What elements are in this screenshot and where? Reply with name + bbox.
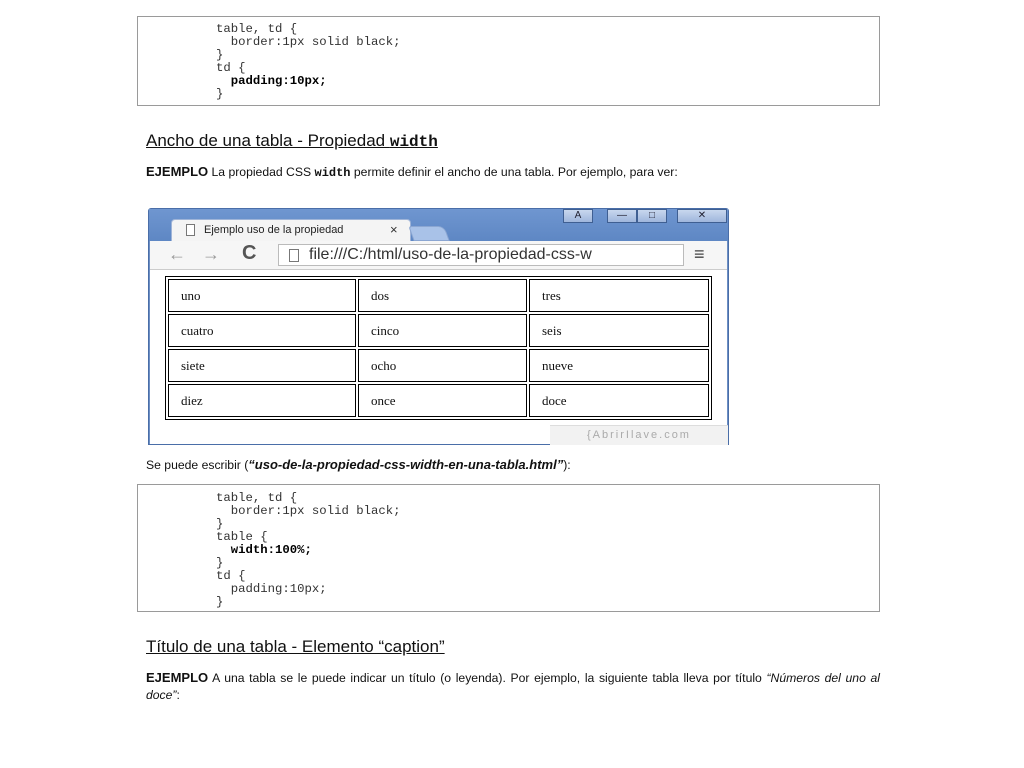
code-block-padding	[137, 16, 880, 106]
code-line: }	[216, 48, 224, 62]
forward-arrow-icon[interactable]: →	[202, 244, 220, 264]
inline-code: width	[314, 166, 351, 180]
browser-content	[150, 270, 727, 444]
table-cell: doce	[529, 384, 709, 417]
table-cell: nueve	[529, 349, 709, 382]
page-icon	[186, 224, 195, 236]
table-cell: tres	[529, 279, 709, 312]
table-cell: once	[358, 384, 527, 417]
table-cell: cuatro	[168, 314, 356, 347]
heading-text: Ancho de una tabla - Propiedad	[146, 131, 390, 150]
code-line: width:100%;	[216, 543, 312, 557]
watermark: {AbrirIlave.com	[550, 425, 728, 445]
code-line: padding:10px;	[216, 74, 327, 88]
intro-text: La propiedad CSS	[208, 165, 315, 179]
table-cell: seis	[529, 314, 709, 347]
table-row	[168, 314, 709, 347]
section-heading-caption	[146, 637, 445, 657]
new-tab-button[interactable]	[408, 226, 449, 241]
file-icon	[289, 249, 299, 262]
code-line: table, td {	[216, 491, 298, 505]
intro-text: permite definir el ancho de una tabla. Por ejemplo, para ver:	[350, 165, 678, 179]
example-label: EJEMPLO	[146, 670, 209, 685]
address-bar[interactable]	[278, 244, 684, 266]
demo-table-body	[168, 279, 709, 417]
address-url[interactable]: file:///C:/html/uso-de-la-propiedad-css-w	[309, 246, 592, 263]
code-line: td {	[216, 569, 246, 583]
heading-text: Título de una tabla - Elemento “caption”	[146, 637, 445, 656]
code-line: }	[216, 556, 224, 570]
menu-icon[interactable]: ≡	[694, 244, 705, 264]
window-extra-button[interactable]: A	[563, 209, 593, 223]
close-window-button[interactable]: ✕	[677, 209, 727, 223]
note-text: ):	[563, 458, 571, 472]
caption-intro-paragraph	[146, 669, 880, 704]
code-line: }	[216, 595, 224, 609]
code-line: padding:10px;	[216, 582, 327, 596]
browser-toolbar	[150, 241, 727, 270]
code-line: border:1px solid black;	[216, 35, 401, 49]
browser-window	[148, 208, 729, 445]
code-listing	[216, 23, 400, 101]
intro-text: A una tabla se le puede indicar un título (o leyenda). Por ejemplo, la siguiente tabla lleva por título	[208, 671, 767, 685]
table-row	[168, 384, 709, 417]
code-line: border:1px solid black;	[216, 504, 401, 518]
code-block-width	[137, 484, 880, 612]
table-row	[168, 349, 709, 382]
section-heading-width	[146, 131, 438, 151]
filename: “uso-de-la-propiedad-css-width-en-una-tabla.html”	[248, 457, 564, 472]
note-text: Se puede escribir (	[146, 458, 249, 472]
browser-tab[interactable]	[171, 219, 411, 241]
example-label: EJEMPLO	[146, 164, 209, 179]
demo-table	[165, 276, 712, 420]
write-note-paragraph	[146, 456, 880, 474]
code-line: table, td {	[216, 22, 298, 36]
heading-code: width	[389, 133, 438, 151]
table-cell: ocho	[358, 349, 527, 382]
width-intro-paragraph	[146, 163, 880, 182]
code-listing	[216, 492, 400, 609]
table-cell: dos	[358, 279, 527, 312]
browser-titlebar	[149, 209, 728, 241]
tab-title: Ejemplo uso de la propiedad	[204, 224, 344, 236]
maximize-button[interactable]: □	[637, 209, 667, 223]
code-line: }	[216, 87, 224, 101]
code-line: td {	[216, 61, 246, 75]
code-line: }	[216, 517, 224, 531]
code-line: table {	[216, 530, 268, 544]
table-cell: uno	[168, 279, 356, 312]
intro-text: :	[176, 688, 180, 702]
table-cell: siete	[168, 349, 356, 382]
close-tab-icon[interactable]: ×	[390, 222, 398, 237]
table-cell: cinco	[358, 314, 527, 347]
table-row	[168, 279, 709, 312]
back-arrow-icon[interactable]: ←	[168, 244, 186, 264]
table-cell: diez	[168, 384, 356, 417]
caption-title: “Números del uno al doce”	[146, 671, 880, 702]
minimize-button[interactable]: —	[607, 209, 637, 223]
reload-icon[interactable]: C	[242, 242, 257, 264]
